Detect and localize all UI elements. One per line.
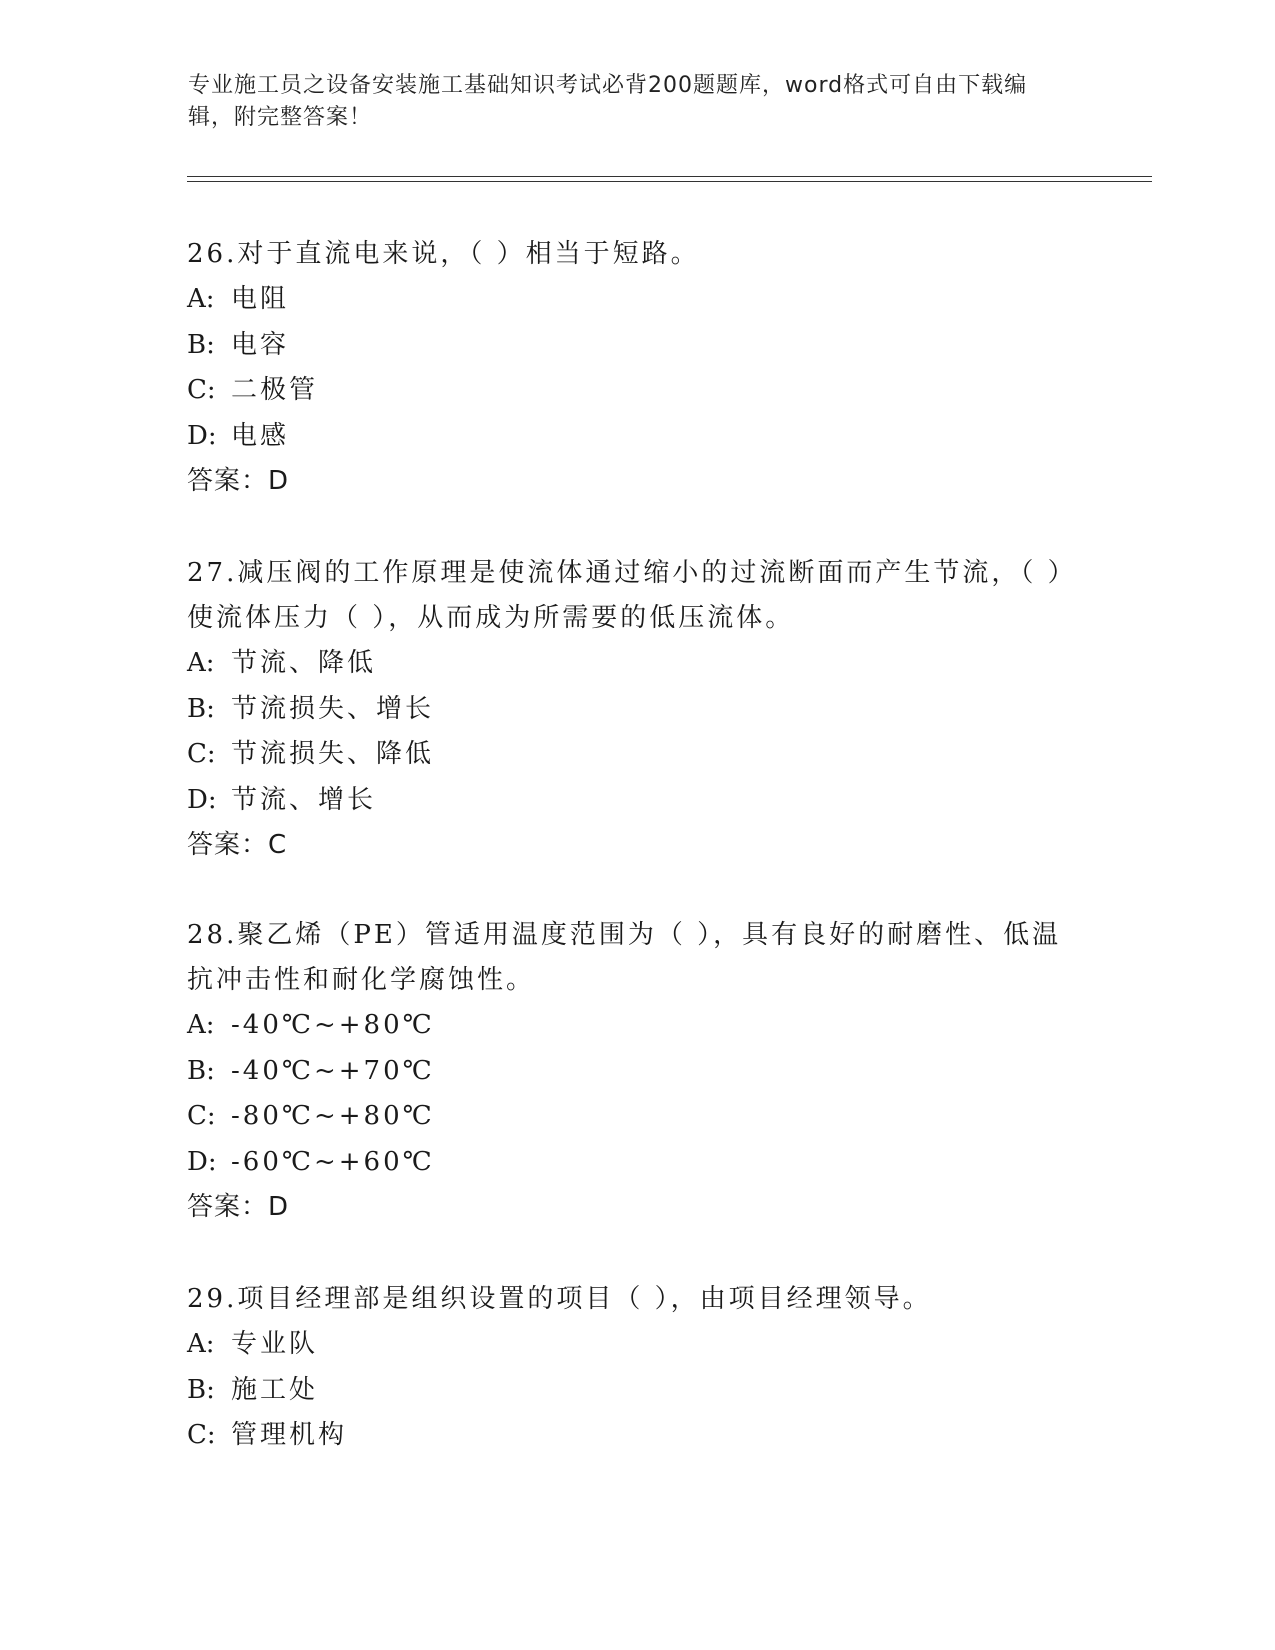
question-stem: 26.对于直流电来说，（ ）相当于短路。 [187, 239, 700, 269]
option-label: A: [187, 1010, 215, 1040]
option-label: C: [187, 1420, 216, 1450]
option-text: 专业队 [231, 1329, 319, 1359]
question-stem: 27.减压阀的工作原理是使流体通过缩小的过流断面而产生节流，（ ）使流体压力（ ），从而成为所需要的低压流体。 [187, 558, 1064, 633]
option-label: A: [187, 284, 215, 314]
document-header: 专业施工员之设备安装施工基础知识考试必背200题题库，word格式可自由下载编辑，附完整答案！ [188, 73, 1028, 130]
option-text: 节流、降低 [231, 648, 377, 678]
option-label: C: [187, 375, 216, 405]
question-27 [187, 551, 1067, 868]
option-label: B: [187, 329, 215, 360]
option-text: 节流损失、降低 [231, 739, 435, 769]
question-28 [187, 913, 1067, 1230]
option-text: 电容 [231, 329, 290, 360]
option-text: 施工处 [231, 1374, 319, 1405]
option-label: A: [187, 648, 215, 678]
question-stem: 29.项目经理部是组织设置的项目（ ），由项目经理领导。 [187, 1284, 932, 1314]
option-label: D: [187, 420, 217, 451]
option-c [187, 1094, 1067, 1140]
question-26 [187, 232, 1067, 504]
option-label: B: [187, 1055, 215, 1086]
option-c [187, 1413, 1067, 1459]
option-a [187, 1322, 1067, 1368]
answer-line: 答案：D [187, 1192, 290, 1222]
option-text: -60℃~+60℃ [231, 1146, 435, 1177]
option-c [187, 368, 1067, 414]
question-stem: 28.聚乙烯（PE）管适用温度范围为（ ），具有良好的耐磨性、低温抗冲击性和耐化学腐蚀性。 [187, 920, 1062, 995]
option-text: 二极管 [231, 375, 319, 405]
option-d [187, 778, 1067, 824]
option-label: C: [187, 739, 216, 769]
question-29 [187, 1277, 1067, 1459]
option-d [187, 1140, 1067, 1186]
option-text: 管理机构 [231, 1420, 348, 1450]
header-divider-top [187, 176, 1152, 177]
option-text: 电感 [231, 420, 290, 451]
answer-line: 答案：D [187, 466, 290, 496]
option-text: 节流损失、增长 [231, 693, 435, 724]
option-d [187, 414, 1067, 460]
option-label: A: [187, 1329, 215, 1359]
option-label: C: [187, 1101, 216, 1131]
option-b [187, 687, 1067, 733]
option-a [187, 641, 1067, 687]
option-label: D: [187, 784, 217, 815]
header-divider-bottom [187, 181, 1152, 182]
answer-line: 答案：C [187, 830, 288, 860]
option-text: 电阻 [231, 284, 290, 314]
option-label: B: [187, 1374, 215, 1405]
option-text: -80℃~+80℃ [231, 1101, 435, 1131]
option-b [187, 1049, 1067, 1095]
option-label: D: [187, 1146, 217, 1177]
option-label: B: [187, 693, 215, 724]
option-text: -40℃~+80℃ [231, 1010, 435, 1040]
option-a [187, 277, 1067, 323]
option-b [187, 1368, 1067, 1414]
option-b [187, 323, 1067, 369]
option-text: -40℃~+70℃ [231, 1055, 435, 1086]
option-text: 节流、增长 [231, 784, 377, 815]
option-c [187, 732, 1067, 778]
option-a [187, 1003, 1067, 1049]
